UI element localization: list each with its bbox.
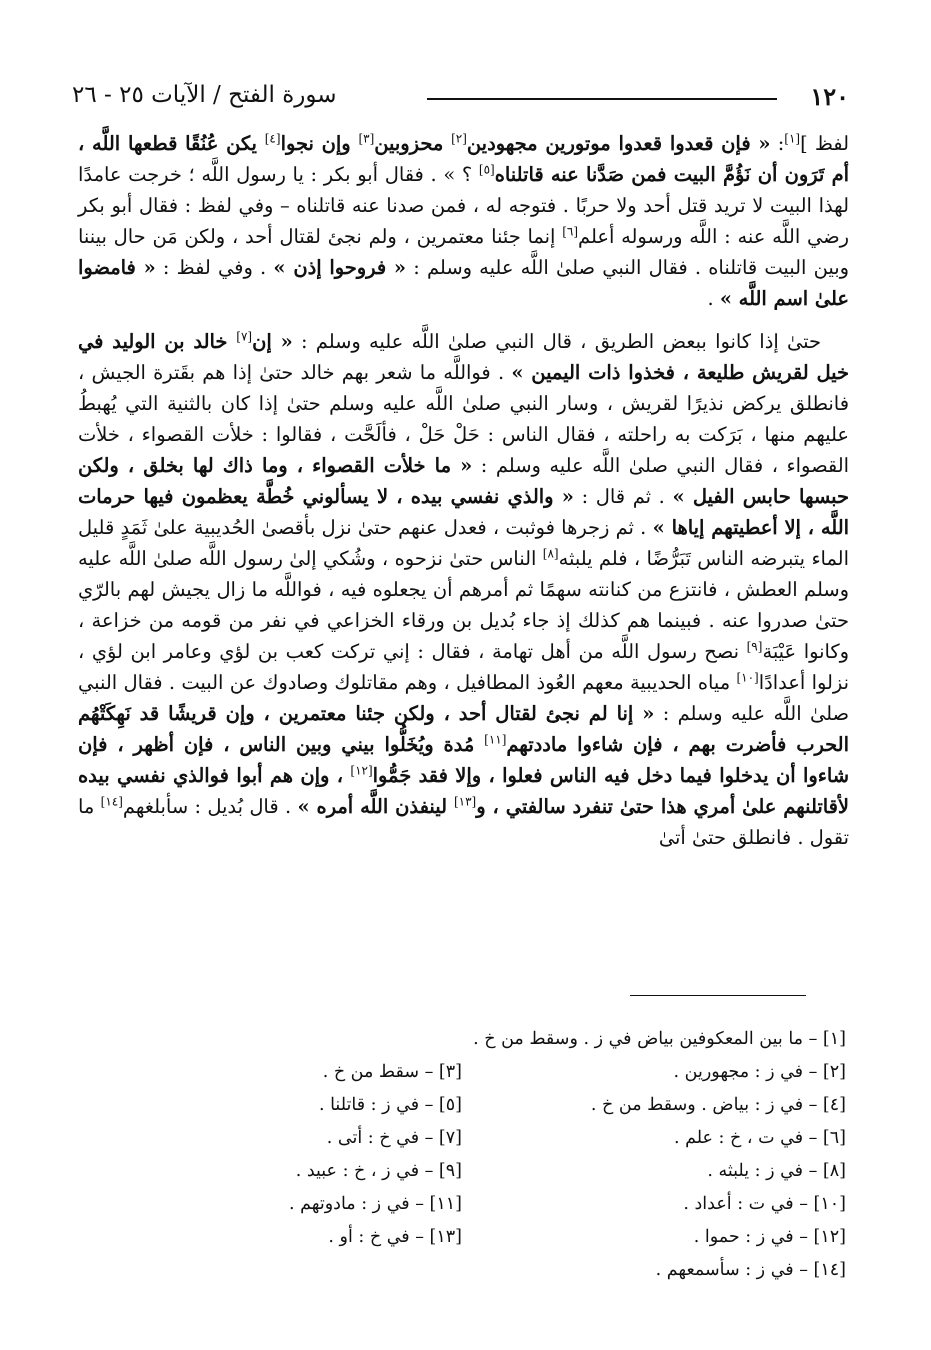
narrative-text: ما تقول . فانطلق حتىٰ أتىٰ (78, 795, 849, 849)
narrative-text: نصح رسول اللَّه من أهل تهامة ، فقال : إني تركت كعب بن لؤي وعامر ابن لؤي ، نزلوا أعدادًا (78, 640, 849, 694)
hadith-quote: « فإن قعدوا قعدوا موتورين مجهودين (466, 132, 771, 155)
footnote-entry: [١٣] – في خ : أو . (328, 1227, 462, 1247)
footnote-marker: [٥] (478, 162, 495, 177)
hadith-quote: وإن نجوا (280, 132, 359, 155)
narrative-text: لفظ ] (800, 132, 850, 155)
narrative-text: مياه الحديبية معهم العُوذ المطافيل ، وهم مقاتلوك وصادوك عن البيت . فقال النبي صلىٰ اللَّه عليه وسلم : (78, 671, 850, 725)
footnote-entry (78, 1254, 462, 1287)
page-number: ١٢٠ (810, 82, 849, 111)
hadith-quote: لينفذن اللَّه أمره » (297, 795, 454, 818)
narrative-text: ؟ » . فقال أبو بكر : يا رسول اللَّه ؛ خرجت عامدًا لهذا البيت لا تريد قتل أحد ولا حربًا . فتوجه له ، فمن صدنا عنه قاتلناه – وفي لفظ : فقال أبو بكر رضي اللَّه عنه : اللَّه ورسوله أعلم (78, 163, 850, 248)
hadith-quote: مُدة ويُخَلُّوا بيني وبين الناس ، فإن أظهر ، فإن شاءوا أن يدخلوا فيما دخل فيه الناس فعلوا ، وإلا فقد جَمُّوا (78, 733, 849, 787)
hadith-quote: ، وإن هم أبوا فوالذي نفسي بيده لأقاتلنهم علىٰ أمري هذا حتىٰ تنفرد سالفتي ، و (78, 764, 849, 818)
footnote-marker: [٩] (746, 639, 763, 654)
narrative-text: إنما جئنا معتمرين ، ولم نجئ لقتال أحد ، ولكن مَن حال بيننا وبين البيت قاتلناه . فقال النبي صلىٰ اللَّه عليه وسلم : (78, 225, 850, 279)
narrative-text: . ثم زجرها فوثبت ، فعدل عنهم حتىٰ نزل بأقصىٰ الحُديبية علىٰ ثَمَدٍ قليل الماء يتبرضه الناس تَبَرُّضًا ، فلم يلبثه (78, 516, 849, 570)
hadith-quote: محزوبين (374, 132, 452, 155)
hadith-quote: خالد بن الوليد في خيل لقريش طليعة ، فخذوا ذات اليمين » (78, 330, 849, 384)
header-rule (427, 98, 777, 100)
footnote-1: [١] – ما بين المعكوفين بياض في ز . وسقط من خ . (473, 1029, 846, 1049)
footnote-marker: [١٠] (736, 670, 759, 685)
footnote-marker: [١١] (484, 732, 507, 747)
hadith-quote: « ما خلأت القصواء ، وما ذاك لها بخلق ، ولكن حبسها حابس الفيل » (78, 454, 849, 508)
hadith-quote: يكن عُنُقًا قطعها اللَّه ، أم تَرَون أن نَؤُمَّ البيت فمن صَدَّنا عنه قاتلناه (78, 132, 849, 186)
narrative-text: . ثم قال : (573, 485, 673, 508)
footnote-row (78, 1221, 846, 1254)
footnote-rows (78, 1056, 846, 1287)
footnote-marker: [١] (784, 131, 801, 146)
hadith-quote: « إنا لم نجئ لقتال أحد ، ولكن جئنا معتمرين ، وإن قريشًا قد نَهِكَتْهُم الحرب فأضرت بهم ، فإن شاءوا ماددتهم (78, 702, 849, 756)
footnote-marker: [١٤] (100, 794, 123, 809)
narrative-text: . وفي لفظ : (155, 256, 274, 279)
main-text (78, 128, 849, 853)
footnotes (78, 1023, 846, 1287)
narrative-text: حتىٰ إذا كانوا ببعض الطريق ، قال النبي صلىٰ اللَّه عليه وسلم : (292, 330, 821, 353)
narrative-text: . قال بُديل : سأبلغهم (122, 795, 298, 818)
footnote-marker: [٧] (236, 329, 253, 344)
page-header (72, 82, 849, 118)
narrative-text: . (707, 287, 720, 310)
hadith-quote: « والذي نفسي بيده ، لا يسألوني خُطَّة يعظمون فيها حرمات اللَّه ، إلا أعطيتهم إياها » (78, 485, 849, 539)
running-head: سورة الفتح / الآيات ٢٥ - ٢٦ (72, 82, 337, 108)
narrative-text: . فواللَّه ما شعر بهم خالد حتىٰ إذا هم بقَترة الجيش ، فانطلق يركض نذيرًا لقريش ، وسار النبي صلىٰ اللَّه عليه وسلم حتىٰ إذا كان بالثنية التي يُهبطُ عليهم منها ، بَرَكت به راحلته ، فقال الناس : حَلْ حَلْ ، فألَحَّت ، فقالوا : خلأت القصواء ، خلأت القصواء ، فقال النبي صلىٰ اللَّه عليه وسلم : (78, 361, 849, 477)
footnote-entry: [٣] – سقط من خ . (322, 1062, 462, 1082)
footnote-row (78, 1254, 846, 1287)
footnote-marker: [٤] (264, 131, 281, 146)
footnote-marker: [١٢] (350, 763, 373, 778)
footnote-marker: [٨] (542, 546, 559, 561)
footnote-row (78, 1188, 846, 1221)
footnote-entry: [٢] – في ز : مجهورين . (673, 1062, 846, 1082)
hadith-quote: « إن (252, 330, 293, 353)
narrative-text: : (770, 132, 785, 155)
footnote-entry: [٦] – في ت ، خ : علم . (673, 1128, 846, 1148)
footnote-entry: [٥] – في ز : قاتلنا . (318, 1095, 462, 1115)
footnote-row (78, 1089, 846, 1122)
footnote-entry: [٤] – في ز : بياض . وسقط من خ . (590, 1095, 846, 1115)
footnote-entry: [٧] – في خ : أتى . (326, 1128, 462, 1148)
footnote-row (78, 1122, 846, 1155)
footnote-entry: [١٤] – في ز : سأسمعهم . (655, 1260, 846, 1280)
footnote-entry: [٨] – في ز : يلبثه . (707, 1161, 846, 1181)
hadith-quote: « فروحوا إذن » (273, 256, 407, 279)
footnote-entry: [١٢] – في ز : حموا . (693, 1227, 846, 1247)
footnote-row (78, 1056, 846, 1089)
footnote-rule (630, 995, 806, 996)
footnote-entry: [١١] – في ز : مادوتهم . (289, 1194, 462, 1214)
footnote-marker: [٦] (562, 224, 579, 239)
narrative-text: الناس حتىٰ نزحوه ، وشُكي إلىٰ رسول اللَّه صلىٰ اللَّه عليه وسلم العطش ، فانتزع من كنانته سهمًا ثم أمرهم أن يجعلوه فيه ، فواللَّه ما زال يجيش لهم بالرّي حتىٰ صدروا عنه . فبينما هم كذلك إذ جاء بُديل بن ورقاء الخزاعي في نفر من قومه من خزاعة ، وكانوا عَيْبَة (78, 547, 850, 663)
paragraph (78, 128, 849, 314)
paragraph (78, 326, 849, 853)
footnote-marker: [٢] (451, 131, 467, 146)
hadith-quote: « فامضوا علىٰ اسم اللَّه » (78, 256, 849, 310)
footnote-entry: [١٠] – في ت : أعداد . (683, 1194, 846, 1214)
footnote-marker: [١٣] (453, 794, 477, 809)
footnote-entry: [٩] – في ز ، خ : عبيد . (295, 1161, 462, 1181)
footnote-row (78, 1155, 846, 1188)
footnote-marker: [٣] (358, 131, 375, 146)
